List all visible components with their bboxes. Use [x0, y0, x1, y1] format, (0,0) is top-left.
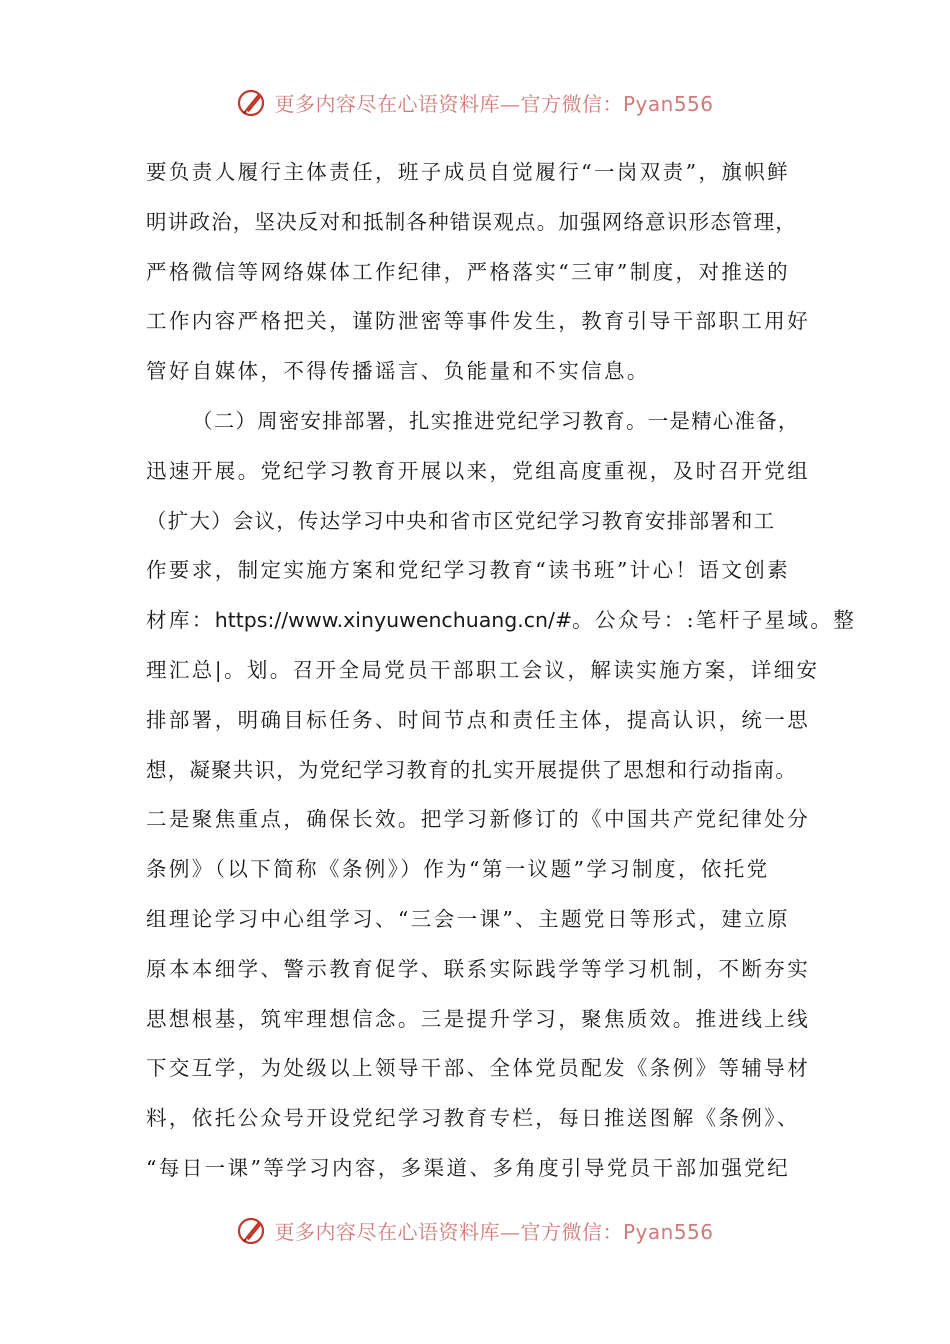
text-line: 组理论学习中心组学习、“三会一课”、主题党日等形式，建立原: [146, 906, 791, 931]
text-line: 下交互学，为处级以上领导干部、全体党员配发《条例》等辅导材: [146, 1056, 811, 1081]
text-line: 要负责人履行主体责任，班子成员自觉履行“一岗双责”，旗帜鲜: [146, 160, 791, 184]
header-watermark-banner: [0, 82, 950, 122]
footer-watermark-banner: [0, 1210, 950, 1250]
document-body: [146, 148, 857, 1194]
text-line: 管好自媒体，不得传播谣言、负能量和不实信息。: [146, 359, 650, 384]
text-line: 料，依托公众号开设党纪学习教育专栏，每日推送图解《条例》、: [146, 1106, 800, 1131]
text-line-with-link: [146, 596, 857, 646]
header-watermark-text: 更多内容尽在心语资料库—官方微信：Pyan556: [274, 91, 714, 116]
footer-watermark-text: 更多内容尽在心语资料库—官方微信：Pyan556: [274, 1219, 714, 1244]
text-line: 理汇总|。划。召开全局党员干部职工会议，解读实施方案，详细安: [146, 657, 820, 682]
text-line: （扩大）会议，传达学习中央和省市区党纪学习教育安排部署和工: [146, 508, 776, 533]
website-url-link[interactable]: https://www.xinyuwenchuang.cn/#: [214, 608, 573, 633]
text-line: 想，凝聚共识，为党纪学习教育的扎实开展提供了思想和行动指南。: [146, 757, 797, 782]
text-line: 作要求，制定实施方案和党纪学习教育“读书班”计心！语文创素: [146, 558, 791, 583]
pen-circle-logo-icon: [236, 86, 268, 118]
text-line: 明讲政治，坚决反对和抵制各种错误观点。加强网络意识形态管理，: [146, 209, 797, 234]
pen-circle-logo-icon: [236, 1214, 268, 1246]
text-line: 迅速开展。党纪学习教育开展以来，党组高度重视，及时召开党组: [146, 458, 811, 483]
text-line: 条例》（以下简称《条例》）作为“第一议题”学习制度，依托党: [146, 857, 770, 882]
text-line: 工作内容严格把关，谨防泄密等事件发生，教育引导干部职工用好: [146, 309, 811, 334]
text-line: 排部署，明确目标任务、时间节点和责任主体，提高认识，统一思: [146, 707, 811, 732]
paragraph-heading-line: （二）周密安排部署，扎实推进党纪学习教育。一是精心准备，: [192, 408, 800, 433]
text-line: “每日一课”等学习内容，多渠道、多角度引导党员干部加强党纪: [146, 1155, 791, 1180]
text-line: 思想根基，筑牢理想信念。三是提升学习，聚焦质效。推进线上线: [146, 1006, 811, 1031]
text-line: 原本本细学、警示教育促学、联系实际践学等学习机制，不断夯实: [146, 956, 811, 981]
text-line: 二是聚焦重点，确保长效。把学习新修订的《中国共产党纪律处分: [146, 807, 811, 832]
link-suffix-text: 。公众号：:笔杆子星域。整: [572, 608, 857, 633]
text-line: 严格微信等网络媒体工作纪律，严格落实“三审”制度，对推送的: [146, 259, 791, 284]
link-prefix-text: 材库：: [146, 608, 215, 633]
